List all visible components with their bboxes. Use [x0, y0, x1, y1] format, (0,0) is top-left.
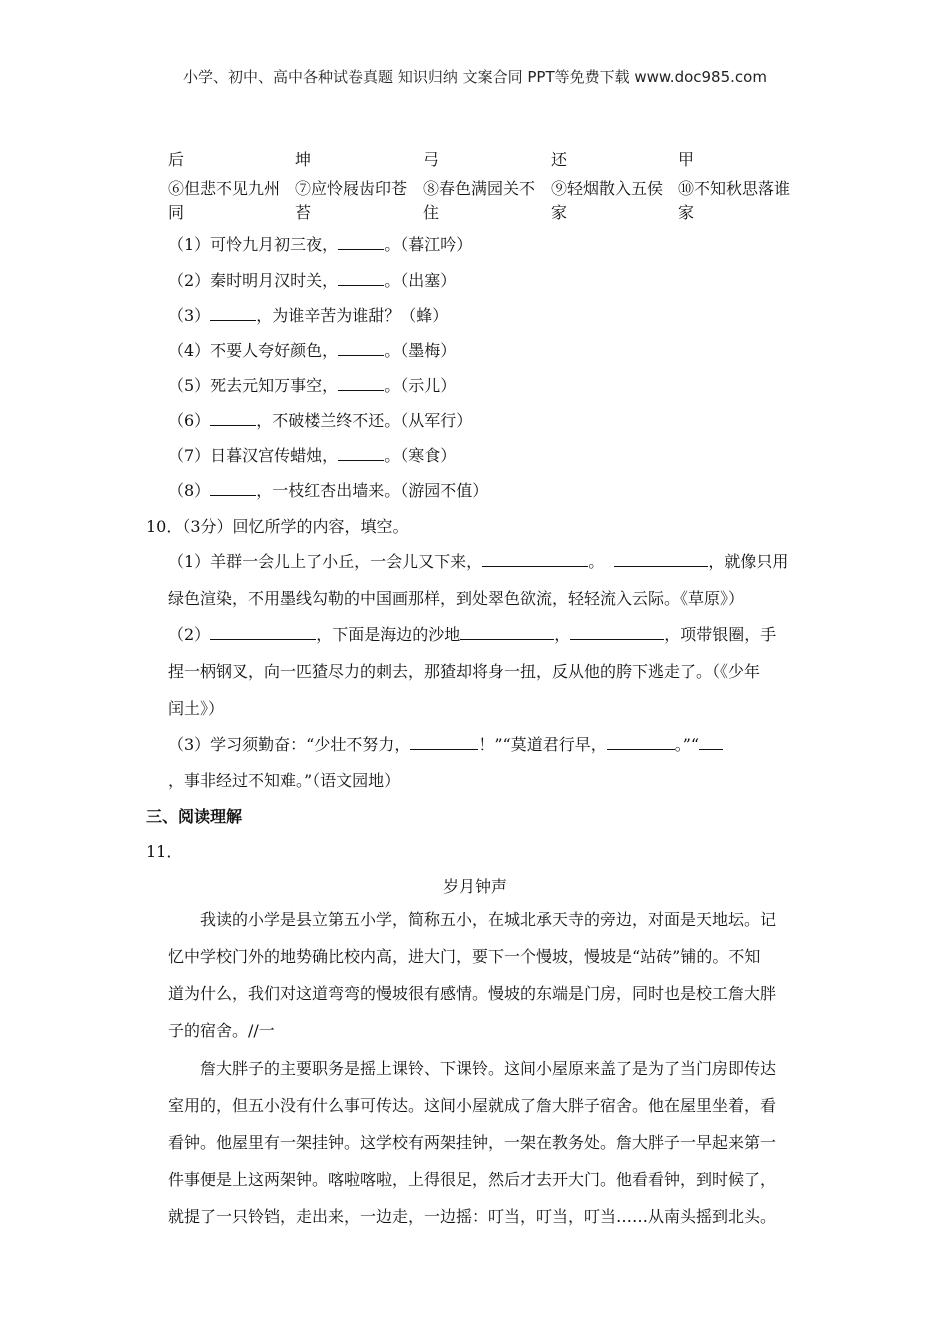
q9-item-4: （4）不要人夸好颜色， 。（墨梅）: [168, 341, 457, 360]
article-title: 岁月钟声: [442, 877, 507, 896]
paragraph-line: 詹大胖子的主要职务是摇上课铃、下课铃。这间小屋原来盖了是为了当门房即传达: [200, 1059, 777, 1078]
q9-item-5: （5）死去元知万事空， 。（示儿）: [168, 376, 457, 395]
top-word: 甲: [678, 150, 695, 169]
q10-part2-line1: （2） ，下面是海边的沙地 ， ，项带银圈，手: [168, 625, 777, 644]
question-10-title: 10．（3分）回忆所学的内容，填空。: [146, 517, 409, 536]
option-line: ⑧春色满园关不: [423, 179, 536, 198]
q10-part1-line2: 绿色渲染，不用墨线勾勒的中国画那样，到处翠色欲流，轻轻流入云际。《草原》）: [168, 589, 745, 608]
answer-blank: [570, 625, 664, 640]
answer-blank: [699, 735, 723, 750]
option-6: [168, 177, 296, 225]
q9-item-8: （8） ，一枝红杏出墙来。（游园不值）: [168, 481, 489, 500]
answer-blank: [338, 271, 384, 286]
option-line: 住: [423, 203, 440, 222]
q10-part3-line1: （3）学习须勤奋：“少壮不努力， ！”“莫道君行早， 。”“: [168, 732, 723, 755]
option-line: 同: [168, 203, 185, 222]
question-11-number: 11．: [146, 842, 183, 861]
paragraph-line: 我读的小学是县立第五小学，简称五小，在城北承天寺的旁边，对面是天地坛。记: [200, 910, 777, 929]
option-7: [295, 177, 423, 225]
paragraph-line: 道为什么，我们对这道弯弯的慢坡很有感情。慢坡的东端是门房，同时也是校工詹大胖: [168, 984, 777, 1003]
answer-blank: [614, 552, 708, 567]
paragraph-line: 忆中学校门外的地势确比校内高，进大门，要下一个慢坡，慢坡是“站砖”铺的。不知: [168, 947, 761, 966]
paragraph-line: 件事便是上这两架钟。喀啦喀啦，上得很足，然后才去开大门。他看看钟，到时候了，: [168, 1170, 777, 1189]
q9-item-2: （2）秦时明月汉时关， 。（出塞）: [168, 271, 457, 290]
answer-blank: [410, 735, 478, 750]
option-10: [678, 177, 806, 225]
q10-part3-line2: ，事非经过不知难。”（语文园地）: [168, 771, 401, 790]
q10-part2-line2: 捏一柄钢叉，向一匹猹尽力的刺去，那猹却将身一扭，反从他的胯下逃走了。（《少年: [168, 662, 761, 681]
page-header: 小学、初中、高中各种试卷真题 知识归纳 文案合同 PPT等免费下载 www.doc985.com: [183, 68, 767, 86]
option-line: 家: [678, 203, 695, 222]
q9-item-3: （3） ，为谁辛苦为谁甜？（蜂）: [168, 306, 449, 325]
answer-blank: [210, 625, 316, 640]
paragraph-line: 看钟。他屋里有一架挂钟。这学校有两架挂钟，一架在教务处。詹大胖子一早起来第一: [168, 1133, 777, 1152]
q10-part2-line3: 闰土》）: [168, 699, 225, 718]
answer-blank: [607, 735, 675, 750]
top-word: 坤: [295, 150, 312, 169]
answer-blank: [210, 411, 256, 426]
option-line: 苔: [295, 203, 312, 222]
answer-blank: [338, 376, 384, 391]
article-paragraph-2: [168, 1050, 808, 1235]
paragraph-line: 就提了一只铃铛，走出来，一边走，一边摇：叮当，叮当，叮当……从南头摇到北头。: [168, 1207, 777, 1226]
paragraph-line: 子的宿舍。//一: [168, 1021, 275, 1040]
option-9: [551, 177, 679, 225]
option-8: [423, 177, 551, 225]
top-word: 后: [168, 150, 185, 169]
answer-blank: [460, 625, 554, 640]
top-word: 弓: [423, 150, 440, 169]
answer-blank: [338, 235, 384, 250]
section-reading-comprehension: 三、阅读理解: [146, 807, 243, 826]
option-line: 家: [551, 203, 568, 222]
answer-blank: [338, 341, 384, 356]
answer-blank: [482, 552, 588, 567]
paragraph-line: 室用的，但五小没有什么事可传达。这间小屋就成了詹大胖子宿舍。他在屋里坐着，看: [168, 1096, 777, 1115]
answer-blank: [210, 481, 256, 496]
q9-item-6: （6） ，不破楼兰终不还。（从军行）: [168, 411, 473, 430]
q10-part1-line1: （1）羊群一会儿上了小丘，一会儿又下来， 。 ，就像只用: [168, 552, 789, 571]
option-line: ⑥但悲不见九州: [168, 179, 281, 198]
option-line: ⑨轻烟散入五侯: [551, 179, 664, 198]
article-paragraph-1: [168, 901, 808, 1049]
option-line: ⑦应怜屐齿印苍: [295, 179, 408, 198]
q9-item-7: （7）日暮汉宫传蜡烛， 。（寒食）: [168, 446, 457, 465]
answer-blank: [338, 446, 384, 461]
top-word: 还: [551, 150, 568, 169]
option-line: ⑩不知秋思落谁: [678, 179, 791, 198]
q9-item-1: （1）可怜九月初三夜， 。（暮江吟）: [168, 235, 473, 254]
answer-blank: [210, 306, 256, 321]
